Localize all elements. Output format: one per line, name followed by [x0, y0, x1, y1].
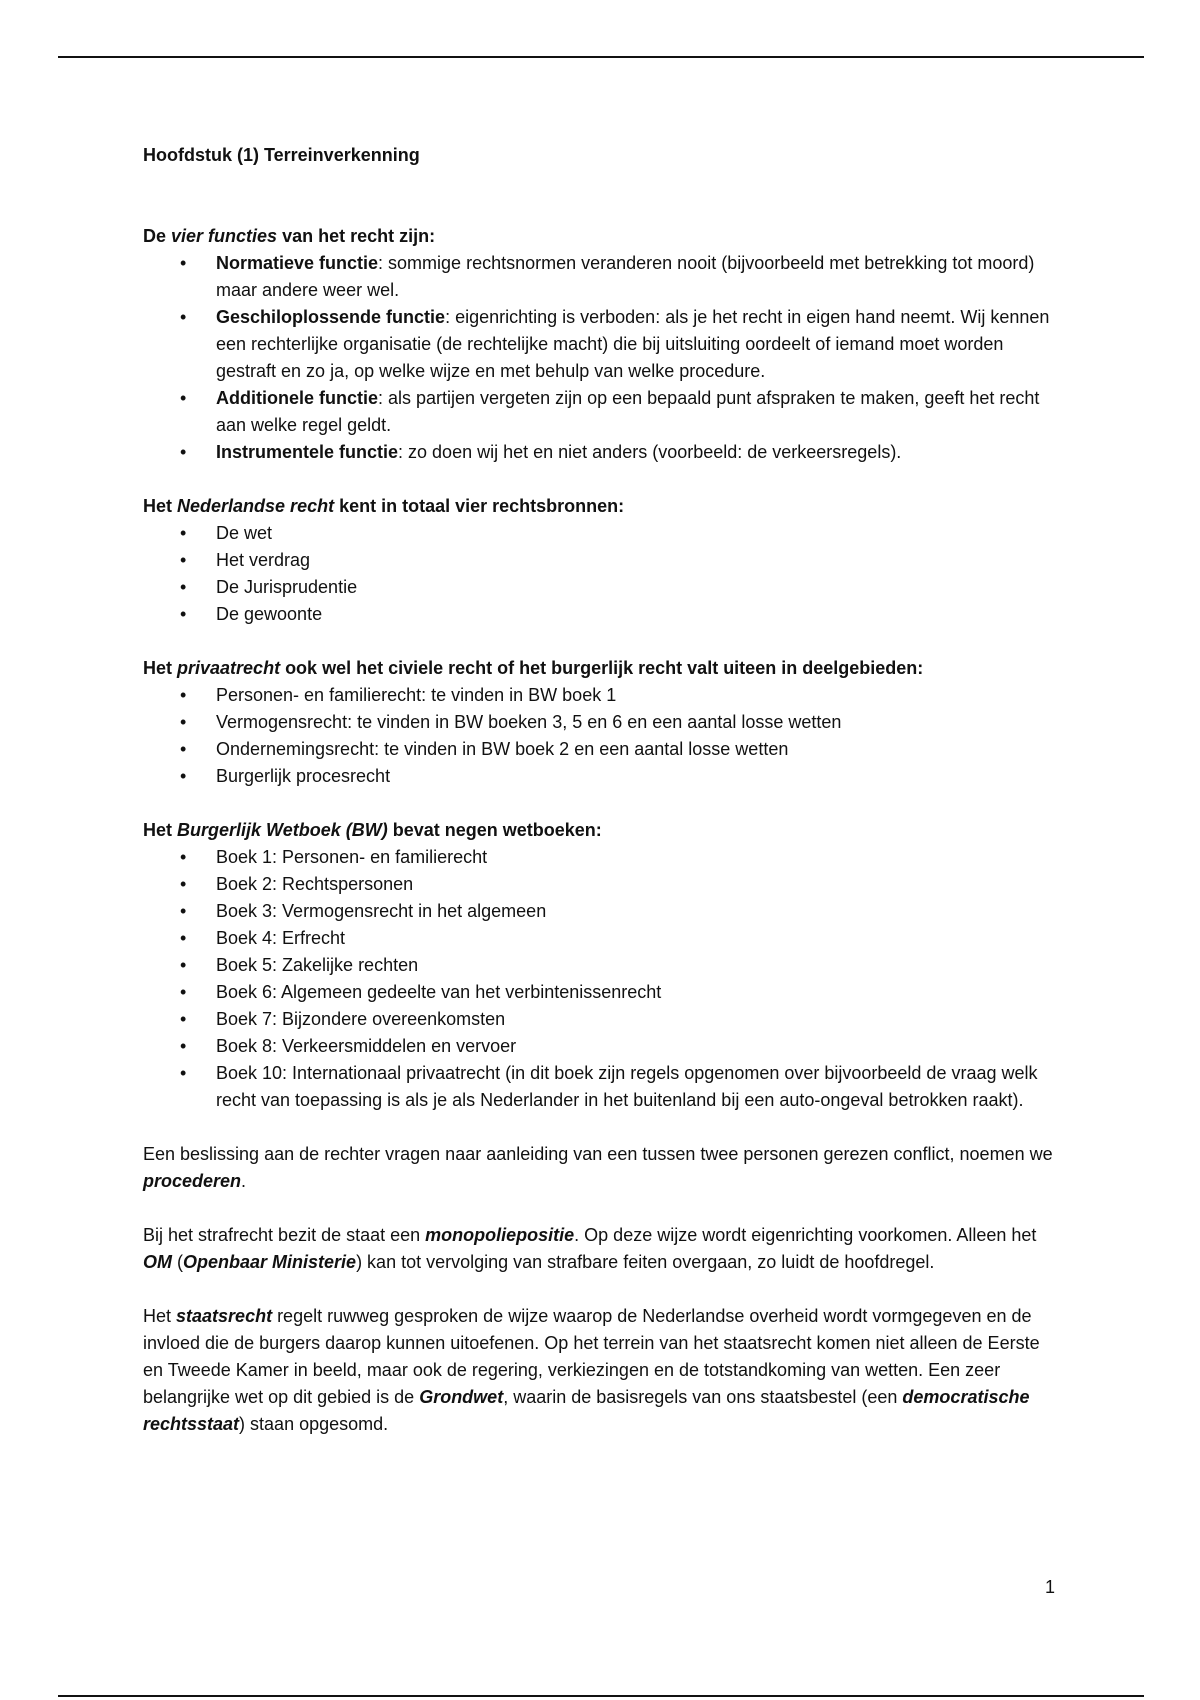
deelgebieden-list [143, 682, 1063, 790]
list-item: • Boek 4: Erfrecht [216, 925, 1063, 952]
list-item: • Boek 5: Zakelijke rechten [216, 952, 1063, 979]
emphasis: staatsrecht [176, 1306, 273, 1326]
list-item: • Burgerlijk procesrecht [216, 763, 1063, 790]
list-item: • Boek 7: Bijzondere overeenkomsten [216, 1006, 1063, 1033]
list-item: • De wet [216, 520, 1063, 547]
list-item: • Boek 2: Rechtspersonen [216, 871, 1063, 898]
header-rule [58, 56, 1144, 58]
paragraph-staatsrecht: Het staatsrecht regelt ruwweg gesproken de wijze waarop de Nederlandse overheid wordt vormgegeven en de invloed die de burgers daarop kunnen uitoefenen. Op het terrein van het staatsrecht komen niet alleen de Eerste en Tweede Kamer in beeld, maar ook de regering, verkiezingen en de totstandkoming van wetten. Een zeer belangrijke wet op dit gebied is de Grondwet, waarin de basisregels van ons staatsbestel (een democratische rechtsstaat) staan opgesomd. [143, 1306, 1040, 1434]
emphasis: vier functies [171, 226, 278, 246]
list-item: • Instrumentele functie: zo doen wij het en niet anders (voorbeeld: de verkeersregels). [216, 439, 1063, 466]
paragraph-procederen: Een beslissing aan de rechter vragen naar aanleiding van een tussen twee personen gerezen conflict, noemen we procederen. [143, 1144, 1053, 1191]
paragraph-strafrecht: Bij het strafrecht bezit de staat een monopoliepositie. Op deze wijze wordt eigenrichting voorkomen. Alleen het OM (Openbaar Ministerie) kan tot vervolging van strafbare feiten overgaan, zo luidt de hoofdregel. [143, 1225, 1037, 1272]
page-number: 1 [1045, 1577, 1056, 1597]
list-item: • Boek 10: Internationaal privaatrecht (in dit boek zijn regels opgenomen over bijvoorbeeld de vraag welk recht van toepassing is als je als Nederlander in het buitenland bij een auto-ongeval betrokken raakt). [216, 1060, 1063, 1114]
list-item: • Vermogensrecht: te vinden in BW boeken 3, 5 en 6 en een aantal losse wetten [216, 709, 1063, 736]
list-item: • Geschiloplossende functie: eigenrichting is verboden: als je het recht in eigen hand neemt. Wij kennen een rechterlijke organisatie (de rechtelijke macht) die bij uitsluiting oordeelt of iemand moet worden gestraft en zo ja, op welke wijze en met behulp van welke procedure. [216, 304, 1063, 385]
emphasis: Openbaar Ministerie [183, 1252, 357, 1272]
emphasis: democratische rechtsstaat [143, 1387, 1030, 1434]
section-heading-functies: De vier functies van het recht zijn: [143, 226, 436, 246]
list-item: • Normatieve functie: sommige rechtsnormen veranderen nooit (bijvoorbeeld met betrekking tot moord) maar andere weer wel. [216, 250, 1063, 304]
rechtsbronnen-list [143, 520, 1063, 628]
chapter-title: Hoofdstuk (1) Terreinverkenning [143, 145, 420, 165]
emphasis: monopoliepositie [425, 1225, 575, 1245]
list-item: • Boek 1: Personen- en familierecht [216, 844, 1063, 871]
document-body [143, 142, 1063, 1465]
emphasis: privaatrecht [177, 658, 281, 678]
section-heading-wetboek: Het Burgerlijk Wetboek (BW) bevat negen wetboeken: [143, 820, 602, 840]
section-heading-privaatrecht: Het privaatrecht ook wel het civiele recht of het burgerlijk recht valt uiteen in deelgebieden: [143, 658, 924, 678]
list-item: • Boek 3: Vermogensrecht in het algemeen [216, 898, 1063, 925]
footer-rule [58, 1695, 1144, 1697]
wetboeken-list [143, 844, 1063, 1114]
emphasis: Burgerlijk Wetboek (BW) [177, 820, 388, 840]
emphasis: procederen [143, 1171, 242, 1191]
list-item: • De gewoonte [216, 601, 1063, 628]
list-item: • Ondernemingsrecht: te vinden in BW boek 2 en een aantal losse wetten [216, 736, 1063, 763]
list-item: • Personen- en familierecht: te vinden in BW boek 1 [216, 682, 1063, 709]
list-item: • Additionele functie: als partijen vergeten zijn op een bepaald punt afspraken te maken, geeft het recht aan welke regel geldt. [216, 385, 1063, 439]
list-item: • Het verdrag [216, 547, 1063, 574]
functies-list [143, 250, 1063, 466]
list-item: • Boek 8: Verkeersmiddelen en vervoer [216, 1033, 1063, 1060]
emphasis: Nederlandse recht [177, 496, 335, 516]
list-item: • Boek 6: Algemeen gedeelte van het verbintenissenrecht [216, 979, 1063, 1006]
section-heading-rechtsbronnen: Het Nederlandse recht kent in totaal vier rechtsbronnen: [143, 496, 625, 516]
emphasis: Grondwet [419, 1387, 504, 1407]
emphasis: OM [143, 1252, 172, 1272]
list-item: • De Jurisprudentie [216, 574, 1063, 601]
